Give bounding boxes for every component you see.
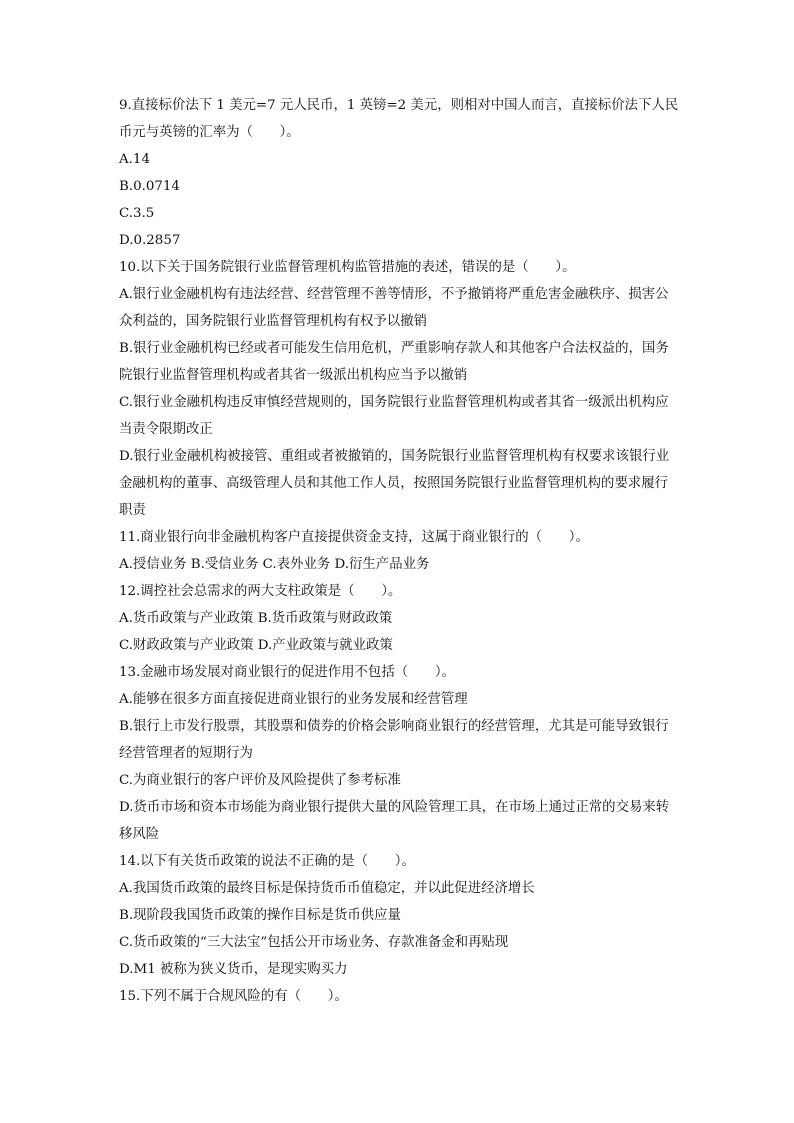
question-9-option-a: A.14 [119, 152, 150, 167]
question-14-stem: 14.以下有关货币政策的说法不正确的是（ ）。 [119, 854, 415, 869]
question-13-stem: 13.金融市场发展对商业银行的促进作用不包括（ ）。 [119, 665, 455, 680]
question-14-option-b: B.现阶段我国货币政策的操作目标是货币供应量 [119, 908, 401, 923]
question-9-option-d: D.0.2857 [119, 233, 181, 248]
question-11-options: A.授信业务 B.受信业务 C.表外业务 D.衍生产品业务 [119, 557, 430, 572]
question-10-stem: 10.以下关于国务院银行业监督管理机构监管措施的表述，错误的是（ ）。 [119, 260, 576, 275]
question-12-options-ab: A.货币政策与产业政策 B.货币政策与财政政策 [119, 611, 393, 626]
question-9-option-c: C.3.5 [119, 206, 155, 221]
question-10-option-a: A.银行业金融机构有违法经营、经营管理不善等情形，不予撤销将严重危害金融秩序、损害公众利益的，国务院银行业监督管理机构有权予以撤销 [119, 287, 669, 329]
question-13-option-b: B.银行上市发行股票，其股票和债券的价格会影响商业银行的经营管理，尤其是可能导致银行经营管理者的短期行为 [119, 719, 669, 761]
question-12-options-cd: C.财政政策与产业政策 D.产业政策与就业政策 [119, 638, 393, 653]
question-10-option-d: D.银行业金融机构被接管、重组或者被撤销的，国务院银行业监督管理机构有权要求该银行业金融机构的董事、高级管理人员和其他工作人员，按照国务院银行业监督管理机构的要求履行职责 [119, 449, 670, 518]
question-13-option-c: C.为商业银行的客户评价及风险提供了参考标准 [119, 773, 401, 788]
question-11-stem: 11.商业银行向非金融机构客户直接提供资金支持，这属于商业银行的（ ）。 [119, 530, 589, 545]
question-13-option-a: A.能够在很多方面直接促进商业银行的业务发展和经营管理 [119, 692, 468, 707]
question-10-option-b: B.银行业金融机构已经或者可能发生信用危机，严重影响存款人和其他客户合法权益的，国务院银行业监督管理机构或者其省一级派出机构应当予以撤销 [119, 341, 669, 383]
question-list [119, 92, 679, 1010]
question-13-option-d: D.货币市场和资本市场能为商业银行提供大量的风险管理工具，在市场上通过正常的交易来转移风险 [119, 800, 670, 842]
question-12-stem: 12.调控社会总需求的两大支柱政策是（ ）。 [119, 584, 402, 599]
question-15-stem: 15.下列不属于合规风险的有（ ）。 [119, 989, 348, 1004]
question-14-option-c: C.货币政策的“三大法宝”包括公开市场业务、存款准备金和再贴现 [119, 935, 509, 950]
question-9-stem: 9.直接标价法下 1 美元=7 元人民币，1 英镑=2 美元，则相对中国人而言，直接标价法下人民币元与英镑的汇率为（ ）。 [119, 98, 679, 140]
question-14-option-d: D.M1 被称为狭义货币，是现实购买力 [119, 962, 348, 977]
question-14-option-a: A.我国货币政策的最终目标是保持货币币值稳定，并以此促进经济增长 [119, 881, 535, 896]
question-10-option-c: C.银行业金融机构违反审慎经营规则的，国务院银行业监督管理机构或者其省一级派出机构应当责令限期改正 [119, 395, 669, 437]
question-9-option-b: B.0.0714 [119, 179, 180, 194]
